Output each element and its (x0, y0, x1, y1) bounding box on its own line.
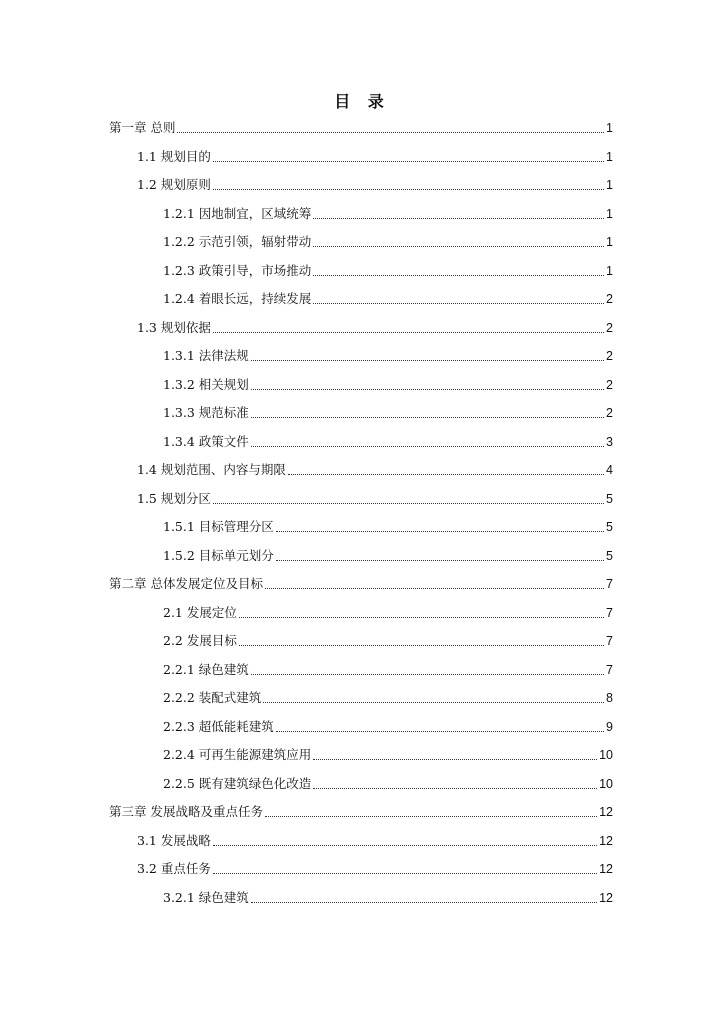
toc-entry[interactable] (163, 204, 613, 224)
toc-entry[interactable] (137, 831, 613, 851)
toc-page-number: 5 (606, 548, 613, 563)
toc-page-number: 2 (606, 292, 613, 306)
toc-entry[interactable] (163, 261, 613, 281)
toc-entry[interactable] (163, 774, 613, 794)
toc-entry-title: 2.2.2 装配式建筑 (163, 690, 262, 705)
toc-page-number: 1 (606, 149, 613, 164)
toc-page-number: 2 (606, 349, 613, 363)
toc-entry-title: 1.3 规划依据 (137, 319, 211, 335)
toc-leader-dots (213, 160, 604, 162)
toc-entry-title: 2.2.1 绿色建筑 (163, 661, 249, 677)
toc-page-number: 9 (606, 719, 613, 734)
toc-entry-title: 3.1 发展战略 (137, 832, 211, 848)
toc-entry[interactable] (163, 888, 613, 908)
toc-entry-title: 1.2.3 政策引导，市场推动 (163, 262, 312, 278)
toc-leader-dots (265, 587, 604, 589)
toc-entry[interactable] (137, 318, 613, 338)
toc-entry[interactable] (163, 375, 613, 395)
toc-leader-dots (313, 302, 604, 304)
toc-entry-title: 1.2.4 着眼长远，持续发展 (163, 291, 312, 306)
toc-entry[interactable] (163, 432, 613, 452)
toc-leader-dots (213, 331, 604, 333)
toc-entry[interactable] (163, 688, 613, 708)
toc-entry[interactable] (109, 118, 613, 138)
toc-leader-dots (251, 359, 604, 361)
toc-entry[interactable] (163, 517, 613, 537)
toc-entry[interactable] (137, 859, 613, 879)
toc-leader-dots (239, 616, 604, 618)
toc-entry-title: 2.2 发展目标 (163, 633, 237, 648)
toc-leader-dots (313, 217, 604, 219)
toc-entry[interactable] (163, 403, 613, 423)
toc-leader-dots (251, 445, 604, 447)
toc-page-number: 8 (606, 691, 613, 705)
toc-leader-dots (213, 872, 597, 874)
toc-leader-dots (213, 502, 604, 504)
toc-entry[interactable] (137, 460, 613, 480)
toc-entry-title: 第三章 发展战略及重点任务 (109, 804, 263, 819)
toc-entry[interactable] (163, 546, 613, 566)
toc-page-number: 12 (599, 805, 613, 819)
toc-leader-dots (251, 416, 604, 418)
toc-entry[interactable] (163, 603, 613, 623)
toc-page-number: 2 (606, 320, 613, 335)
toc-entry[interactable] (163, 631, 613, 651)
toc-entry-title: 1.3.4 政策文件 (163, 433, 249, 449)
toc-leader-dots (313, 758, 597, 760)
toc-entry[interactable] (163, 660, 613, 680)
toc-entry-title: 2.1 发展定位 (163, 604, 237, 620)
toc-leader-dots (239, 644, 604, 646)
toc-entry-title: 2.2.4 可再生能源建筑应用 (163, 747, 312, 762)
toc-entry-title: 1.5.1 目标管理分区 (163, 519, 274, 534)
toc-entry[interactable] (109, 574, 613, 594)
toc-page-number: 1 (606, 235, 613, 249)
toc-entry-title: 1.2.2 示范引领，辐射带动 (163, 234, 312, 249)
toc-leader-dots (213, 188, 604, 190)
toc-page-number: 2 (606, 406, 613, 420)
toc-entry-title: 1.4 规划范围、内容与期限 (137, 462, 286, 477)
toc-page-number: 5 (606, 520, 613, 534)
toc-leader-dots (313, 787, 597, 789)
toc-entry-title: 3.2 重点任务 (137, 861, 211, 876)
toc-leader-dots (276, 530, 604, 532)
toc-title: 目 录 (334, 92, 390, 111)
toc-page-number: 12 (599, 833, 613, 848)
toc-page-number: 7 (606, 605, 613, 620)
toc-entry[interactable] (163, 289, 613, 309)
toc-page-number: 7 (606, 634, 613, 648)
toc-page-number: 7 (606, 662, 613, 677)
toc-leader-dots (251, 673, 604, 675)
toc-leader-dots (251, 901, 597, 903)
toc-page-number: 10 (599, 776, 613, 791)
toc-entry[interactable] (163, 346, 613, 366)
toc-leader-dots (263, 701, 604, 703)
toc-page-number: 1 (606, 121, 613, 135)
toc-page-number: 1 (606, 178, 613, 192)
toc-entry[interactable] (163, 717, 613, 737)
toc-entry[interactable] (137, 489, 613, 509)
toc-leader-dots (213, 844, 597, 846)
toc-page-number: 1 (606, 206, 613, 221)
toc-leader-dots (276, 730, 604, 732)
toc-leader-dots (313, 245, 604, 247)
toc-page-number: 5 (606, 491, 613, 506)
toc-page-number: 12 (599, 862, 613, 876)
toc-page-number: 4 (606, 463, 613, 477)
toc-entry[interactable] (137, 175, 613, 195)
toc-page-number: 1 (606, 263, 613, 278)
toc-entry[interactable] (163, 232, 613, 252)
toc-page-number: 7 (606, 577, 613, 591)
toc-page-number: 2 (606, 377, 613, 392)
toc-leader-dots (265, 815, 597, 817)
toc-page-number: 3 (606, 434, 613, 449)
toc-entry-title: 1.2.1 因地制宜，区域统筹 (163, 205, 312, 221)
toc-page-number: 12 (599, 890, 613, 905)
toc-entry-title: 2.2.3 超低能耗建筑 (163, 718, 274, 734)
toc-page-number: 10 (599, 748, 613, 762)
toc-entry-title: 1.5.2 目标单元划分 (163, 547, 274, 563)
toc-entry-title: 2.2.5 既有建筑绿色化改造 (163, 775, 312, 791)
toc-entry-title: 1.2 规划原则 (137, 177, 211, 192)
toc-leader-dots (288, 473, 604, 475)
toc-entry-title: 1.1 规划目的 (137, 148, 211, 164)
toc-entry-title: 1.3.3 规范标准 (163, 405, 249, 420)
toc-entry-title: 第二章 总体发展定位及目标 (109, 576, 263, 591)
toc-entry-title: 第一章 总则 (109, 120, 176, 135)
toc-leader-dots (177, 131, 604, 133)
toc-entry-title: 1.5 规划分区 (137, 490, 211, 506)
toc-leader-dots (313, 274, 604, 276)
toc-leader-dots (276, 559, 604, 561)
toc-entry-title: 1.3.1 法律法规 (163, 348, 249, 363)
toc-entry[interactable] (163, 745, 613, 765)
toc-entry-title: 3.2.1 绿色建筑 (163, 889, 249, 905)
toc-entry[interactable] (109, 802, 613, 822)
toc-entry[interactable] (137, 147, 613, 167)
toc-leader-dots (251, 388, 604, 390)
toc-entry-title: 1.3.2 相关规划 (163, 376, 249, 392)
